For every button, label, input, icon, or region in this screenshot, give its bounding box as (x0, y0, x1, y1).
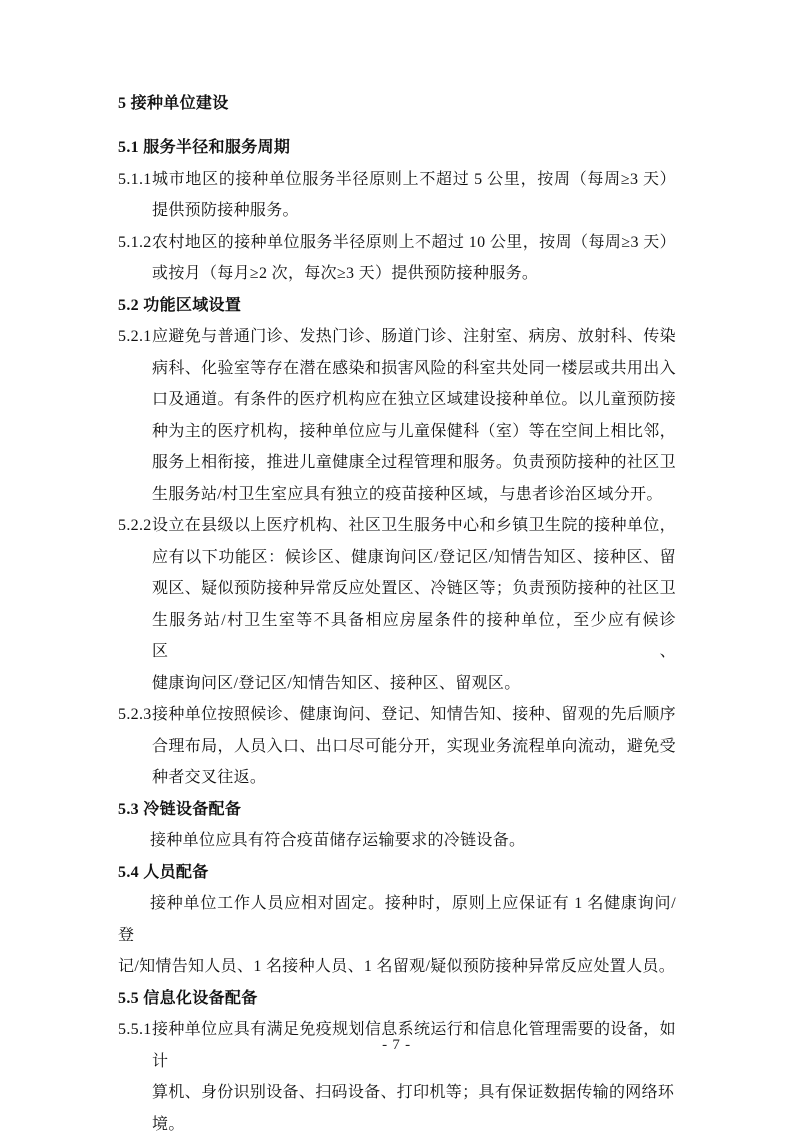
text-line: 病科、化验室等存在潜在感染和损害风险的科室共处同一楼层或共用出入 (152, 359, 676, 377)
text-line: 接种单位工作人员应相对固定。接种时，原则上应保证有 1 名健康询问/登 (118, 895, 676, 944)
clause-number: 5.2.3 (118, 706, 152, 723)
page-footer (0, 1035, 793, 1055)
clause-number: 5.2.2 (118, 517, 152, 534)
document-content (118, 88, 676, 1140)
text-line: 生服务站/村卫生室应具有独立的疫苗接种区域，与患者诊治区域分开。 (152, 485, 663, 503)
body-paragraph (118, 888, 676, 983)
clause-number: 5.1.2 (118, 233, 152, 251)
section-heading: 5.3 冷链设备配备 (118, 800, 242, 818)
numbered-clause (118, 164, 676, 227)
text-line: 种者交叉往返。 (152, 769, 267, 786)
numbered-clause (118, 1014, 676, 1140)
page-number: - 7 - (382, 1037, 411, 1053)
body-paragraph (118, 825, 676, 857)
text-line: 接种单位应具有满足免疫规划信息系统运行和信息化管理需要的设备，如计 (152, 1021, 676, 1070)
text-line: 接种单位应具有符合疫苗储存运输要求的冷链设备。 (150, 832, 526, 849)
section-heading: 5 接种单位建设 (118, 95, 229, 112)
text-line: 或按月（每月≥2 次，每次≥3 天）提供预防接种服务。 (152, 265, 539, 282)
numbered-clause (118, 321, 676, 510)
text-line: 城市地区的接种单位服务半径原则上不超过 5 公里，按周（每周≥3 天） (152, 170, 676, 188)
text-line: 生服务站/村卫生室等不具备相应房屋条件的接种单位，至少应有候诊区、 (152, 611, 676, 660)
clause-number: 5.1.1 (118, 170, 152, 188)
text-line: 算机、身份识别设备、扫码设备、打印机等；具有保证数据传输的网络环境。 (152, 1084, 675, 1133)
section-heading: 5.5 信息化设备配备 (118, 989, 258, 1007)
numbered-clause (118, 227, 676, 290)
text-line: 应避免与普通门诊、发热门诊、肠道门诊、注射室、病房、放射科、传染 (152, 328, 676, 345)
text-line: 记/知情告知人员、1 名接种人员、1 名留观/疑似预防接种异常反应处置人员。 (118, 958, 676, 975)
numbered-clause (118, 510, 676, 699)
text-line: 农村地区的接种单位服务半径原则上不超过 10 公里，按周（每周≥3 天） (152, 233, 676, 251)
text-line: 观区、疑似预防接种异常反应处置区、冷链区等；负责预防接种的社区卫 (152, 580, 676, 597)
section-heading: 5.2 功能区域设置 (118, 296, 242, 314)
text-line: 种为主的医疗机构，接种单位应与儿童保健科（室）等在空间上相比邻， (152, 422, 676, 440)
text-line: 口及通道。有条件的医疗机构应在独立区域建设接种单位。以儿童预防接 (152, 391, 676, 408)
text-line: 服务上相衔接，推进儿童健康全过程管理和服务。负责预防接种的社区卫 (152, 454, 676, 471)
text-line: 提供预防接种服务。 (152, 202, 299, 219)
text-line: 接种单位按照候诊、健康询问、登记、知情告知、接种、留观的先后顺序 (152, 706, 676, 723)
text-line: 合理布局，人员入口、出口尽可能分开，实现业务流程单向流动，避免受 (152, 737, 676, 755)
numbered-clause (118, 699, 676, 794)
text-line: 健康询问区/登记区/知情告知区、接种区、留观区。 (152, 674, 521, 692)
section-heading: 5.1 服务半径和服务周期 (118, 139, 291, 156)
clause-number: 5.5.1 (118, 1021, 152, 1038)
text-line: 应有以下功能区：候诊区、健康询问区/登记区/知情告知区、接种区、留 (152, 548, 676, 566)
text-line: 设立在县级以上医疗机构、社区卫生服务中心和乡镇卫生院的接种单位， (152, 517, 676, 534)
clause-number: 5.2.1 (118, 328, 152, 345)
section-heading: 5.4 人员配备 (118, 863, 209, 881)
